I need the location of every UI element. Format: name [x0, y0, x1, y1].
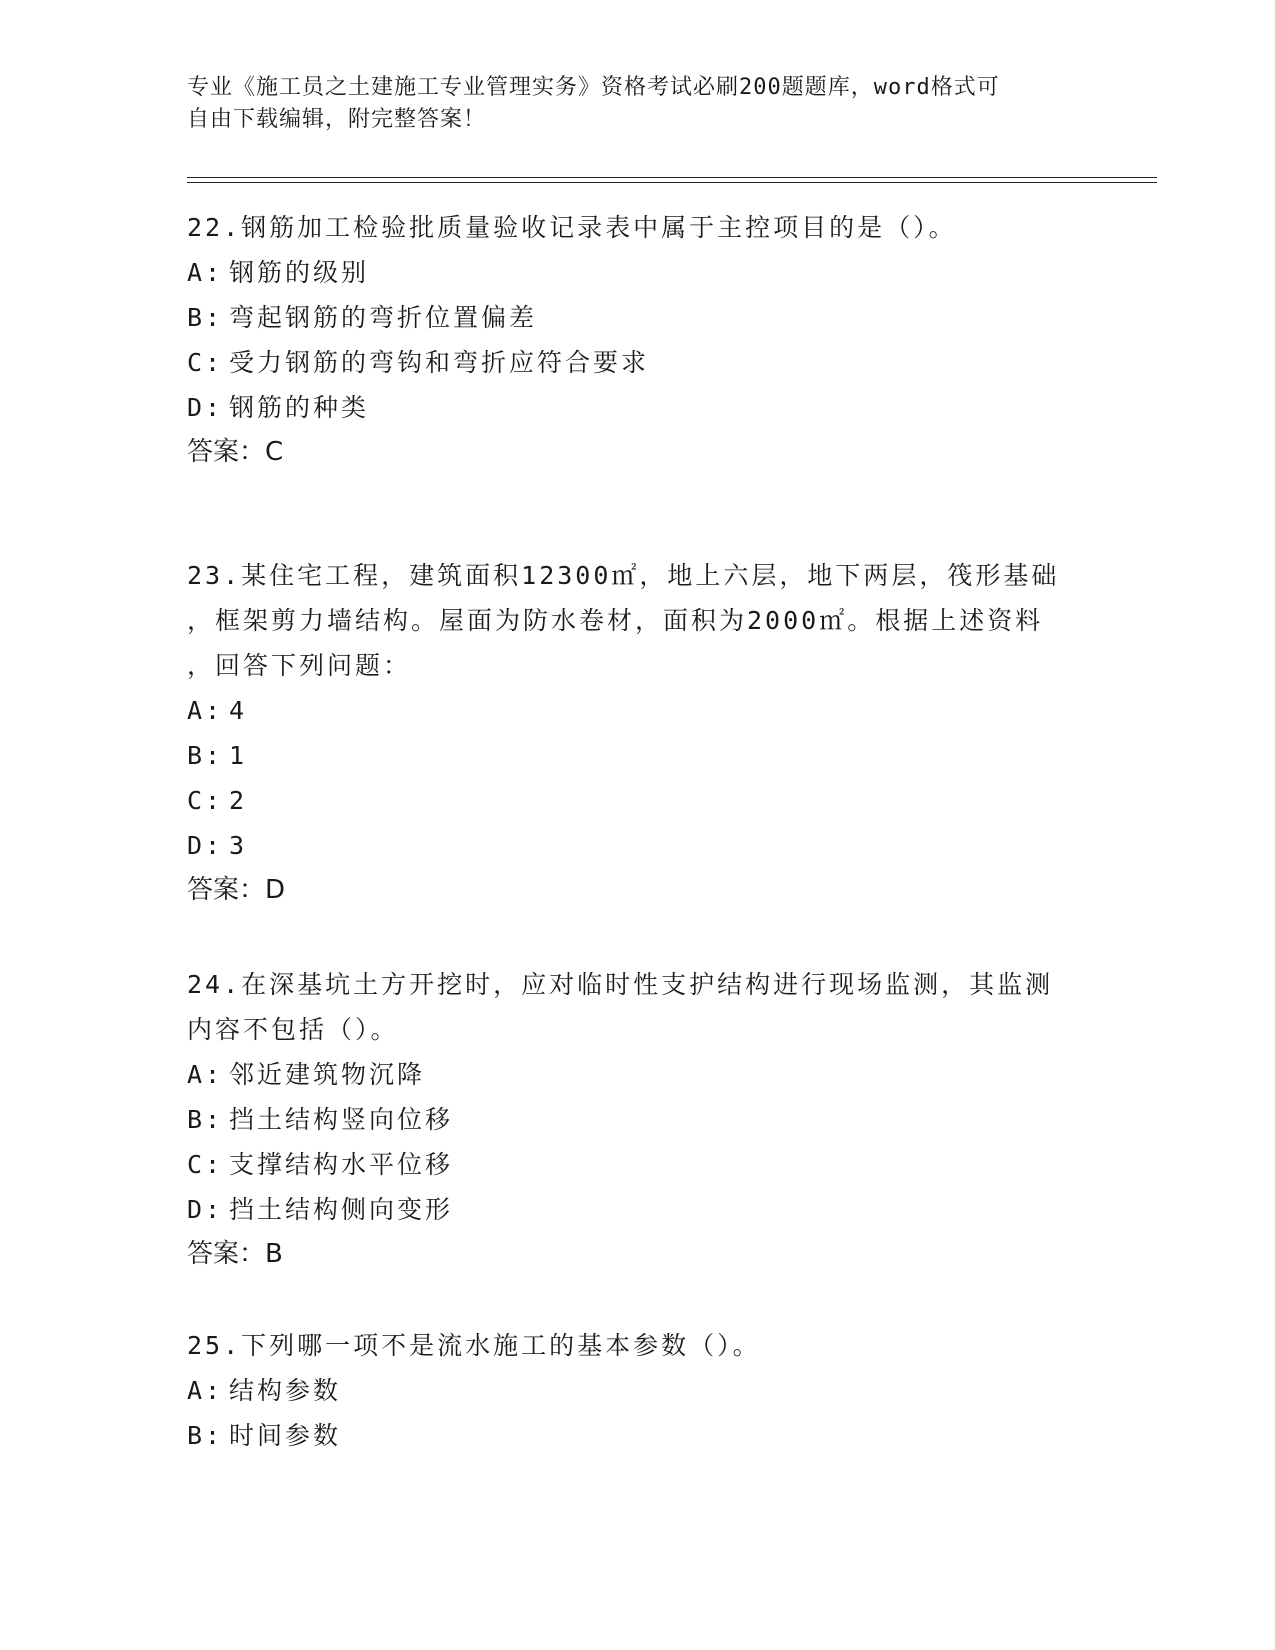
question-stem-line: ，回答下列问题： [187, 651, 412, 680]
option-key: D: [187, 831, 224, 860]
header-line-1: 专业《施工员之土建施工专业管理实务》资格考试必刷200题题库，word格式可 [187, 75, 1000, 100]
question-25 [187, 1323, 1087, 1458]
option-text: 1 [229, 741, 248, 770]
option-text: 2 [229, 786, 248, 815]
question-stem-line: ，框架剪力墙结构。屋面为防水卷材，面积为2000㎡。根据上述资料 [187, 606, 1044, 635]
option-text: 钢筋的种类 [229, 393, 370, 422]
option-key: A: [187, 696, 224, 725]
option-d [187, 1187, 1087, 1232]
option-b [187, 1413, 1087, 1458]
option-key: A: [187, 1376, 224, 1405]
option-key: B: [187, 1421, 224, 1450]
option-key: B: [187, 1105, 224, 1134]
question-stem-line: 内容不包括（）。 [187, 1015, 399, 1044]
option-key: D: [187, 393, 224, 422]
option-text: 弯起钢筋的弯折位置偏差 [229, 303, 538, 332]
option-c [187, 778, 1087, 823]
option-key: C: [187, 786, 224, 815]
question-22 [187, 205, 1087, 475]
header-divider-bottom [187, 182, 1157, 183]
header-divider-top [187, 177, 1157, 178]
option-a [187, 1368, 1087, 1413]
question-24 [187, 962, 1087, 1277]
option-key: B: [187, 741, 224, 770]
option-d [187, 823, 1087, 868]
option-text: 挡土结构竖向位移 [229, 1105, 454, 1134]
option-text: 支撑结构水平位移 [229, 1150, 454, 1179]
option-key: C: [187, 1150, 224, 1179]
option-text: 结构参数 [229, 1376, 342, 1405]
option-c [187, 1142, 1087, 1187]
option-key: A: [187, 258, 224, 287]
option-key: D: [187, 1195, 224, 1224]
question-stem-line: 25.下列哪一项不是流水施工的基本参数（）。 [187, 1331, 761, 1360]
option-text: 时间参数 [229, 1421, 342, 1450]
option-b [187, 733, 1087, 778]
option-b [187, 1097, 1087, 1142]
option-key: A: [187, 1060, 224, 1089]
question-stem-line: 23.某住宅工程，建筑面积12300㎡，地上六层，地下两层，筏形基础 [187, 561, 1060, 590]
option-a [187, 1052, 1087, 1097]
answer-line: 答案：B [187, 1239, 283, 1269]
document-header [187, 72, 1067, 136]
option-text: 4 [229, 696, 248, 725]
answer-line: 答案：D [187, 875, 286, 905]
question-23 [187, 553, 1087, 913]
option-key: C: [187, 348, 224, 377]
option-text: 邻近建筑物沉降 [229, 1060, 426, 1089]
option-key: B: [187, 303, 224, 332]
question-stem-line: 22.钢筋加工检验批质量验收记录表中属于主控项目的是（）。 [187, 213, 957, 242]
option-a [187, 250, 1087, 295]
answer-line: 答案：C [187, 437, 284, 467]
option-d [187, 385, 1087, 430]
option-text: 3 [229, 831, 248, 860]
option-c [187, 340, 1087, 385]
option-text: 钢筋的级别 [229, 258, 370, 287]
question-stem-line: 24.在深基坑土方开挖时，应对临时性支护结构进行现场监测，其监测 [187, 970, 1054, 999]
option-text: 受力钢筋的弯钩和弯折应符合要求 [229, 348, 650, 377]
header-line-2: 自由下载编辑，附完整答案！ [187, 107, 487, 132]
option-text: 挡土结构侧向变形 [229, 1195, 454, 1224]
option-b [187, 295, 1087, 340]
option-a [187, 688, 1087, 733]
